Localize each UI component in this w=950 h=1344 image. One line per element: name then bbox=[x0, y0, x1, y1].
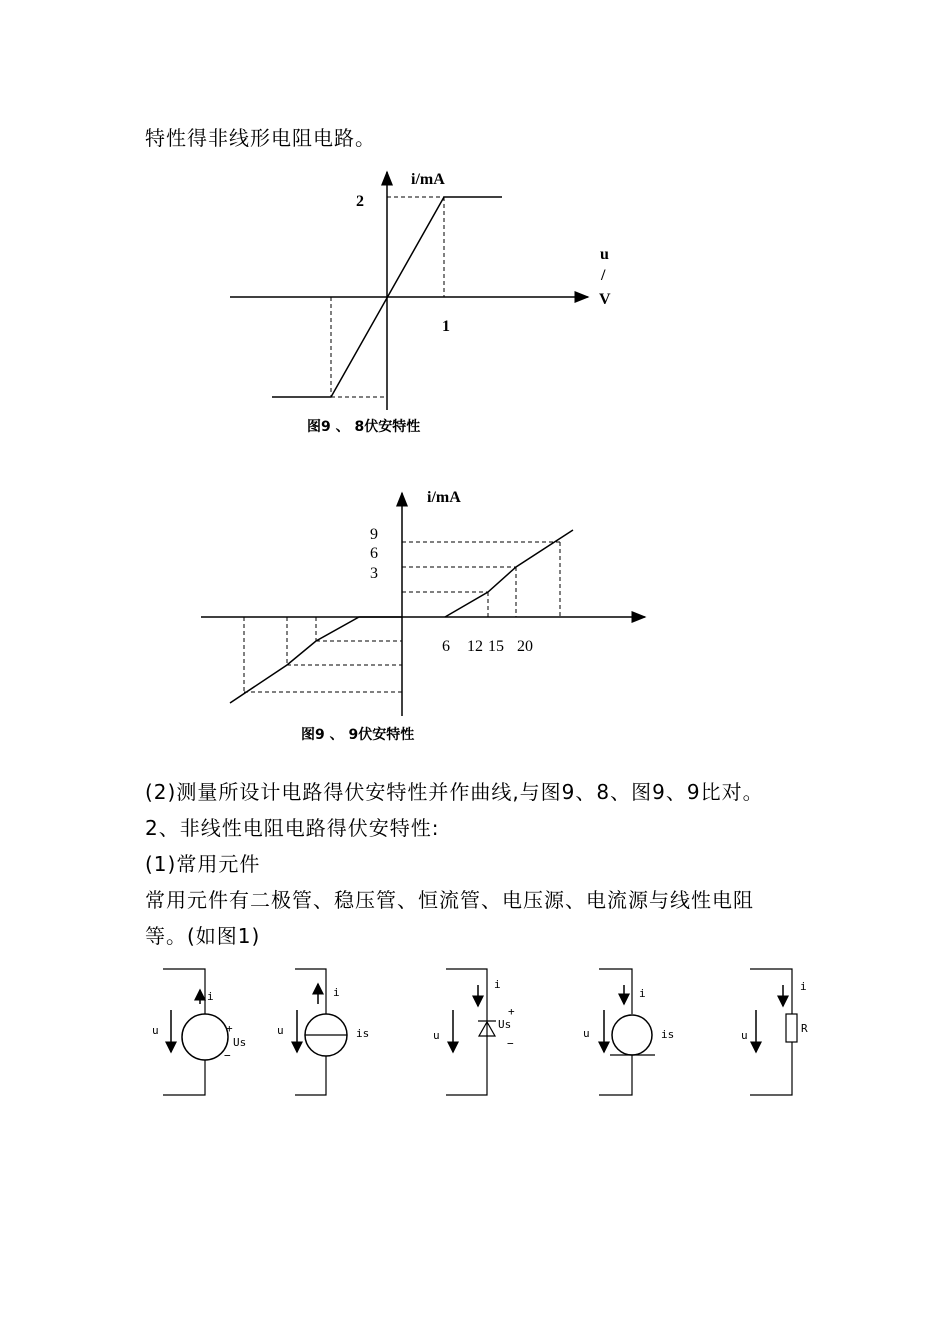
current-label: i bbox=[800, 980, 807, 993]
current-label: i bbox=[333, 986, 340, 999]
voltage-label: u bbox=[741, 1029, 748, 1042]
x-axis-label-slash: / bbox=[601, 267, 606, 284]
minus-sign: − bbox=[224, 1049, 231, 1062]
plus-sign: + bbox=[508, 1005, 515, 1018]
current-label: i bbox=[494, 978, 501, 991]
resistor-name: R bbox=[801, 1022, 808, 1035]
y-tick-label: 9 bbox=[370, 526, 378, 543]
x-tick-label: 12 bbox=[467, 638, 483, 655]
plus-sign: + bbox=[226, 1022, 233, 1035]
text-line-2: (2)测量所设计电路得伏安特性并作曲线,与图9、8、图9、9比对。 bbox=[145, 780, 764, 804]
voltage-label: u bbox=[583, 1027, 590, 1040]
resistor-symbol bbox=[741, 969, 808, 1095]
text-line-4: (1)常用元件 bbox=[145, 852, 261, 876]
figure-caption: 图9 、 9伏安特性 bbox=[301, 727, 415, 743]
zener-diode-symbol bbox=[433, 969, 515, 1095]
x-tick-label: 1 bbox=[442, 318, 450, 335]
minus-sign: − bbox=[507, 1037, 514, 1050]
voltage-source-symbol bbox=[152, 969, 246, 1095]
source-name: Us bbox=[498, 1018, 512, 1031]
figure-caption: 图9 、 8伏安特性 bbox=[307, 419, 421, 435]
y-tick-label: 2 bbox=[356, 193, 364, 210]
text-line-3: 2、非线性电阻电路得伏安特性: bbox=[145, 816, 440, 840]
source-name: Us bbox=[233, 1036, 247, 1049]
voltage-label: u bbox=[277, 1024, 284, 1037]
y-axis-label: i/mA bbox=[411, 171, 445, 188]
x-axis-label-u: u bbox=[600, 246, 609, 263]
voltage-label: u bbox=[433, 1029, 440, 1042]
y-tick-label: 6 bbox=[370, 545, 378, 562]
current-source-symbol bbox=[277, 969, 369, 1095]
x-axis-label-v: V bbox=[599, 291, 611, 308]
current-regulator-symbol bbox=[583, 969, 674, 1095]
source-name: is bbox=[356, 1027, 370, 1040]
current-label: i bbox=[639, 987, 646, 1000]
x-tick-label: 6 bbox=[442, 638, 450, 655]
current-label: i bbox=[207, 990, 214, 1003]
y-tick-label: 3 bbox=[370, 565, 378, 582]
source-name: is bbox=[661, 1028, 675, 1041]
x-tick-label: 20 bbox=[517, 638, 533, 655]
text-line-6: 等。(如图1) bbox=[145, 924, 261, 948]
voltage-label: u bbox=[152, 1024, 159, 1037]
text-line-1: 特性得非线形电阻电路。 bbox=[145, 126, 376, 150]
y-axis-label: i/mA bbox=[427, 489, 461, 506]
text-line-5: 常用元件有二极管、稳压管、恒流管、电压源、电流源与线性电阻 bbox=[145, 888, 754, 912]
x-tick-label: 15 bbox=[488, 638, 504, 655]
